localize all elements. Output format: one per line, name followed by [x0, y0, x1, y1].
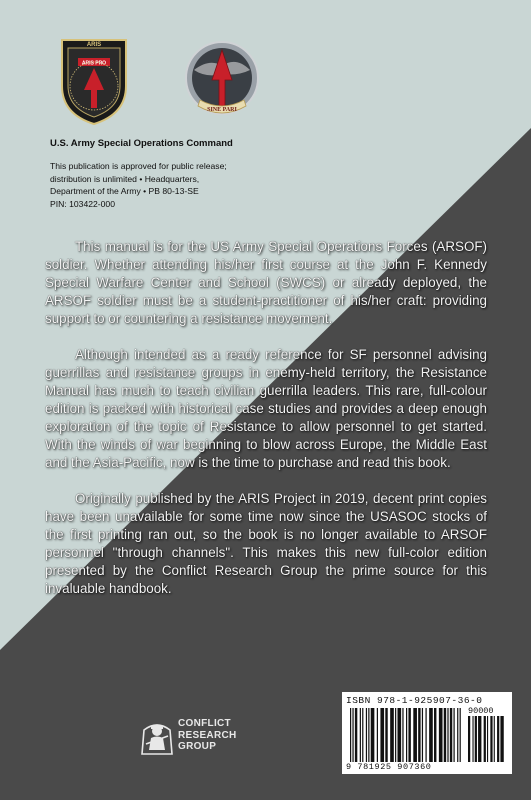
barcode-bar	[475, 716, 477, 762]
crg-line: RESEARCH	[178, 729, 237, 741]
barcode-bar	[500, 716, 503, 762]
barcode-bar	[460, 708, 461, 762]
barcode-bar	[350, 708, 351, 762]
barcode-bar	[487, 716, 488, 762]
barcode-bar	[425, 708, 426, 762]
barcode-bar	[450, 708, 452, 762]
barcode-bar	[484, 716, 486, 762]
barcode-number: 9 781925 907360	[346, 762, 432, 772]
barcode-bar	[360, 708, 361, 762]
barcode-bar	[472, 716, 473, 762]
barcode-bar	[371, 708, 375, 762]
aris-shield-icon	[58, 36, 130, 126]
crg-line: GROUP	[178, 741, 217, 752]
barcode-bar	[380, 708, 384, 762]
barcode-bar	[439, 708, 443, 762]
barcode-bar	[453, 708, 454, 762]
barcode-bar	[362, 708, 363, 762]
barcode-bar	[478, 716, 481, 762]
crg-line: CONFLICT	[178, 718, 231, 729]
barcode-bar	[390, 708, 394, 762]
barcode-bar	[444, 708, 446, 762]
addon-barcode-bars	[468, 716, 506, 762]
barcode-bar	[408, 708, 410, 762]
barcode-bar	[434, 708, 436, 762]
barcode-bar	[385, 708, 387, 762]
release-notice	[50, 160, 350, 210]
barcode-bar	[352, 708, 353, 762]
barcode-bar	[490, 716, 492, 762]
ean-barcode-bars	[350, 708, 462, 762]
barcode-bar	[402, 708, 403, 762]
release-line: distribution is unlimited • Headquarters,	[50, 173, 200, 184]
barcode-bar	[377, 708, 378, 762]
sof-crest-icon	[182, 40, 262, 122]
release-line: This publication is approved for public release;	[50, 161, 227, 171]
conflict-research-group-logo	[140, 712, 250, 762]
barcode-bar	[418, 708, 420, 762]
barcode-bar	[368, 708, 369, 762]
blurb-paragraph: Although intended as a ready reference for SF personnel advising guerrillas and resistance groups in enemy-held territory, the Resistance Manual has much to teach civilian guerrilla leaders. This rare, full-colour edition is packed with historical case studies and provides a deep enough exploration of the topic of Resistance to allow personnel to get started. With the winds of war beginning to blow across Europe, the Middle East and the Asia-Pacific, now is the time to purchase and read this book.	[45, 347, 487, 470]
barcode-bar	[494, 716, 495, 762]
blurb-paragraph: Originally published by the ARIS Project in 2019, decent print copies have been unavailable for some time now since the USASOC stocks of the first printing ran out, so the book is no longer available to ARSOF personnel "through channels". This makes this new full-color edition presented by the Conflict Research Group the prime source for this invaluable handbook.	[45, 491, 487, 596]
blurb-paragraph: This manual is for the US Army Special Operations Forces (ARSOF) soldier. Whether attending his/her first course at the John F. Kennedy Special Warfare Center and School (SWCS) or already deployed, the ARSOF soldier must be a student-practitioner of his/her craft: providing support to or countering a resistance movement.	[45, 239, 487, 326]
barcode-bar	[395, 708, 396, 762]
crg-wordmark	[178, 718, 237, 753]
barcode-bar	[422, 708, 423, 762]
barcode-bar	[429, 708, 433, 762]
release-line: Department of the Army • PB 80-13-SE	[50, 186, 199, 196]
blurb-text	[45, 238, 487, 616]
soldier-emblem-icon	[140, 716, 174, 756]
barcode-bar	[413, 708, 417, 762]
barcode-bar	[406, 708, 407, 762]
release-line: PIN: 103422-000	[50, 198, 115, 209]
svg-text:SINE PARI: SINE PARI	[207, 107, 237, 113]
svg-text:ARIS: ARIS	[86, 42, 102, 48]
barcode-bar	[447, 708, 448, 762]
svg-text:ARIS PRO: ARIS PRO	[81, 60, 107, 67]
publisher-name: U.S. Army Special Operations Command	[50, 138, 233, 149]
barcode-bar	[355, 708, 357, 762]
barcode-bar	[397, 708, 401, 762]
barcode-bar	[497, 716, 499, 762]
barcode-bar	[468, 716, 470, 762]
barcode-bar	[366, 708, 367, 762]
isbn-barcode	[342, 692, 512, 774]
barcode-bar	[457, 708, 458, 762]
isbn-label: ISBN 978-1-925907-36-0	[346, 695, 483, 706]
barcode-addon-digits: 90000	[468, 706, 494, 716]
